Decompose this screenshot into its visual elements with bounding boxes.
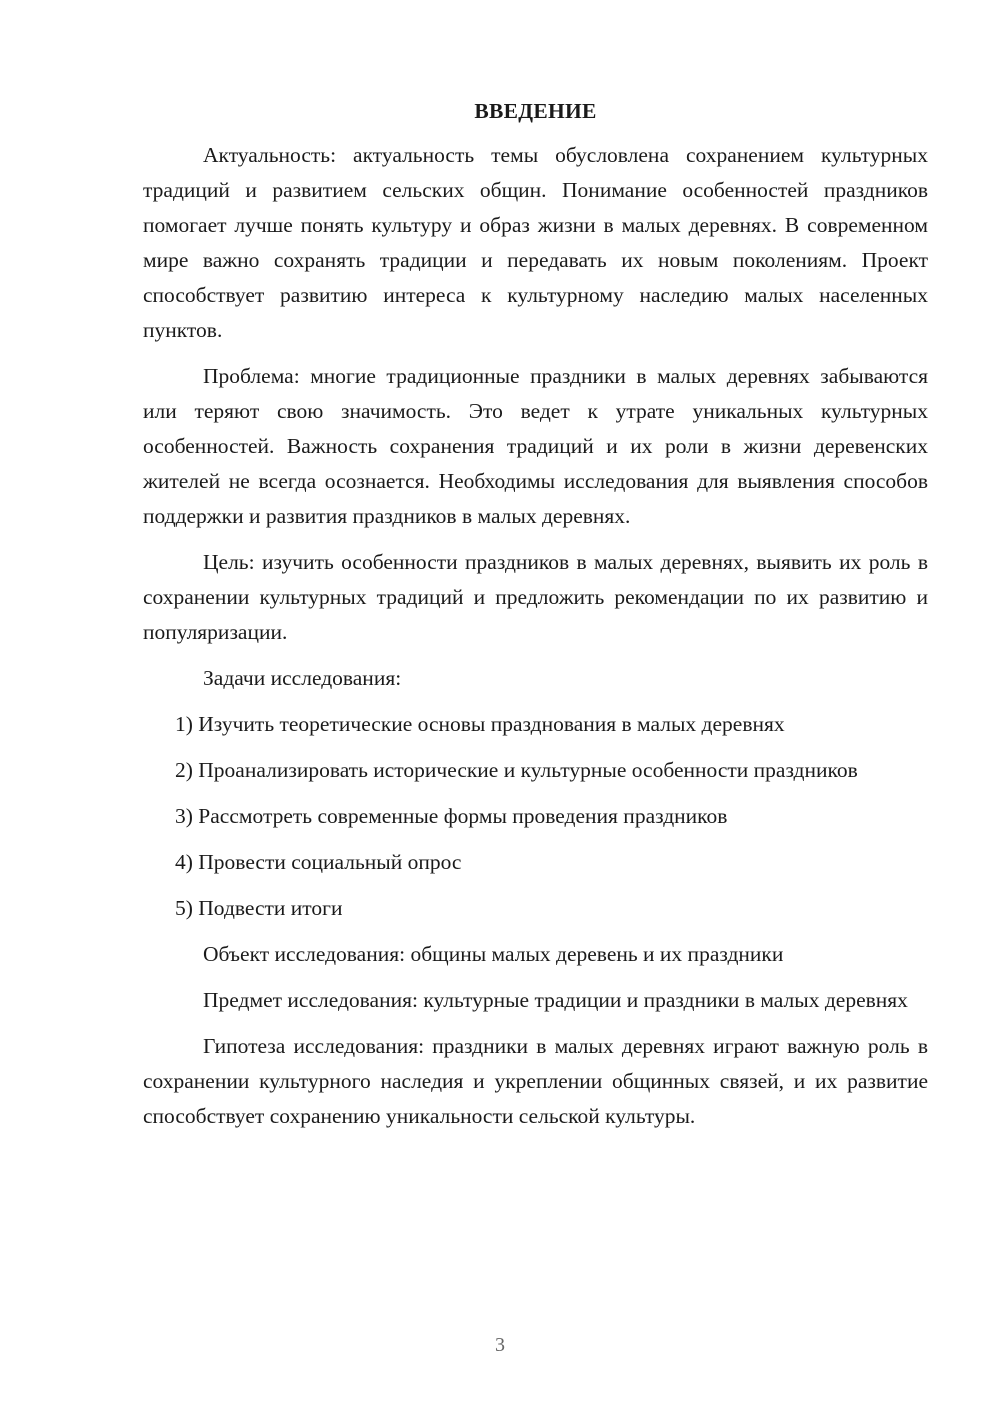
paragraph-subject: Предмет исследования: культурные традиции и праздники в малых деревнях [203,988,908,1012]
paragraph-problem: Проблема: многие традиционные праздники в малых деревнях забываются или теряют свою значимость. Это ведет к утрате уникальных культурных особенностей. Важность сохранения традиций и их роли в жизни деревенских жителей не всегда осознается. Необходимы исследования для выявления способов поддержки и развития праздников в малых деревнях. [143,364,928,528]
list-item: 4) Провести социальный опрос [175,850,462,874]
page-title: ВВЕДЕНИЕ [474,99,597,123]
paragraph-goal: Цель: изучить особенности праздников в малых деревнях, выявить их роль в сохранении культурных традиций и предложить рекомендации по их развитию и популяризации. [143,550,928,644]
page-number: 3 [495,1334,505,1356]
list-item: 3) Рассмотреть современные формы проведения праздников [175,804,728,828]
paragraph-tasks-heading: Задачи исследования: [203,666,402,690]
paragraph-object: Объект исследования: общины малых деревень и их праздники [203,942,784,966]
document-page [143,96,928,1145]
list-item: 2) Проанализировать исторические и культурные особенности праздников [175,758,858,782]
list-item: 1) Изучить теоретические основы празднования в малых деревнях [175,712,785,736]
paragraph-hypothesis: Гипотеза исследования: праздники в малых деревнях играют важную роль в сохранении культурного наследия и укреплении общинных связей, и их развитие способствует сохранению уникальности сельской культуры. [143,1034,928,1128]
paragraph-relevance: Актуальность: актуальность темы обусловлена сохранением культурных традиций и развитием сельских общин. Понимание особенностей праздников помогает лучше понять культуру и образ жизни в малых деревнях. В современном мире важно сохранять традиции и передавать их новым поколениям. Проект способствует развитию интереса к культурному наследию малых населенных пунктов. [143,143,928,342]
list-item: 5) Подвести итоги [175,896,343,920]
